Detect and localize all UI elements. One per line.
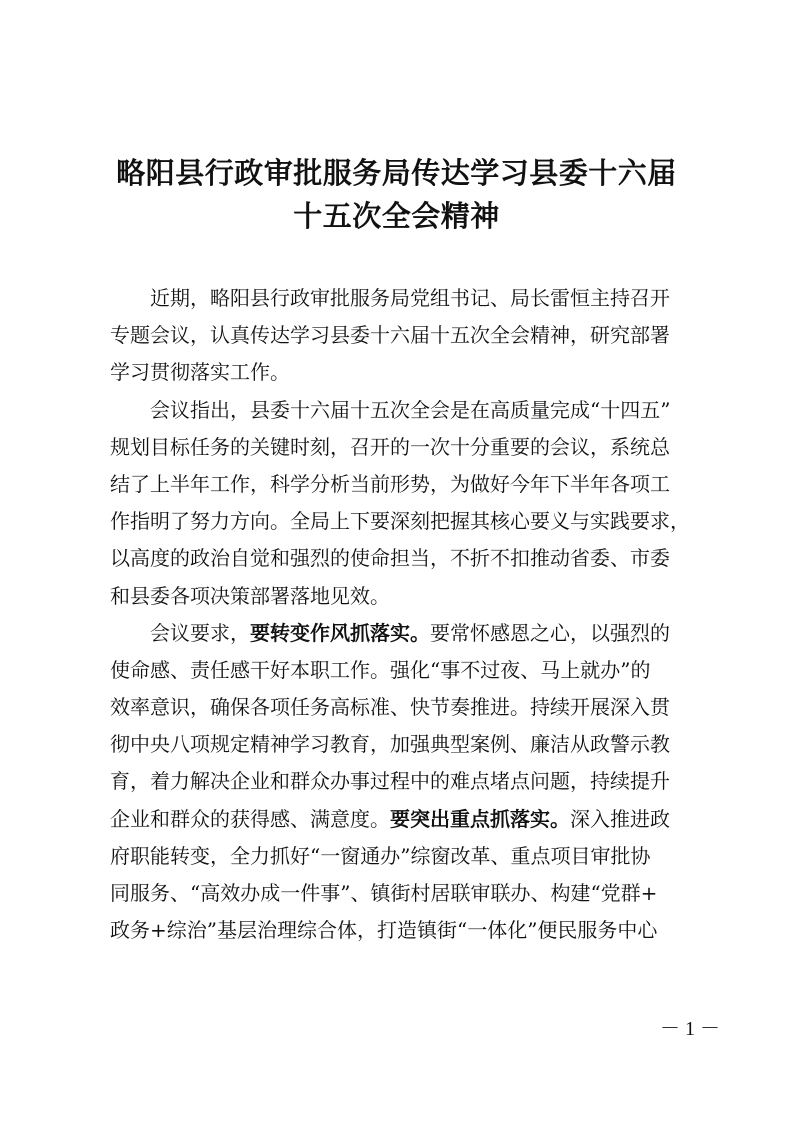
paragraph-3-line-9: 政务+综治”基层治理综合体，打造镇街“一体化”便民服务中心 bbox=[110, 918, 658, 943]
paragraph-1-line-1: 近期，略阳县行政审批服务局党组书记、局长雷恒主持召开 bbox=[150, 286, 670, 310]
paragraph-1-line-3: 学习贯彻落实工作。 bbox=[110, 360, 290, 385]
title-line-1: 略阳县行政审批服务局传达学习县委十六届 bbox=[116, 156, 677, 190]
paragraph-3-line-7: 府职能转变，全力抓好“一窗通办”综窗改革、重点项目审批协 bbox=[110, 843, 651, 868]
document-title bbox=[0, 152, 793, 238]
paragraph-2-line-2: 规划目标任务的关键时刻，召开的一次十分重要的会议，系统总 bbox=[110, 434, 670, 459]
paragraph-2-line-3: 结了上半年工作，科学分析当前形势，为做好今年下半年各项工 bbox=[110, 471, 670, 496]
paragraph-3-line-6 bbox=[110, 801, 710, 838]
paragraph-3-line-5: 育，着力解决企业和群众办事过程中的难点堵点问题，持续提升 bbox=[110, 769, 670, 794]
title-line-2: 十五次全会精神 bbox=[293, 199, 500, 233]
bold-heading-transform-style: 要转变作风抓落实。 bbox=[250, 620, 430, 645]
bold-heading-highlight-key-points: 要突出重点抓落实。 bbox=[390, 806, 570, 831]
paragraph-3-line-4: 彻中央八项规定精神学习教育，加强典型案例、廉洁从政警示教 bbox=[110, 732, 670, 757]
paragraph-3-line-1-pre: 会议要求， bbox=[150, 620, 250, 645]
paragraph-3-line-8: 同服务、“高效办成一件事”、镇街村居联审联办、构建“党群+ bbox=[110, 881, 658, 905]
document-body bbox=[110, 280, 710, 949]
paragraph-2-line-1: 会议指出，县委十六届十五次全会是在高质量完成“十四五” bbox=[150, 397, 671, 422]
paragraph-3-line-1 bbox=[110, 615, 710, 652]
paragraph-3-line-1-post: 要常怀感恩之心，以强烈的 bbox=[430, 620, 670, 645]
page-number: － 1 － bbox=[660, 1018, 720, 1040]
paragraph-2-line-4: 作指明了努力方向。全局上下要深刻把握其核心要义与实践要求， bbox=[110, 509, 690, 534]
paragraph-2-line-5: 以高度的政治自觉和强烈的使命担当，不折不扣推动省委、市委 bbox=[110, 546, 670, 571]
paragraph-1-line-2: 专题会议，认真传达学习县委十六届十五次全会精神，研究部署 bbox=[110, 323, 670, 348]
paragraph-3-line-2: 使命感、责任感干好本职工作。强化“事不过夜、马上就办”的 bbox=[110, 657, 651, 682]
paragraph-3-line-6-pre: 企业和群众的获得感、满意度。 bbox=[110, 806, 390, 831]
paragraph-3-line-6-post: 深入推进政 bbox=[570, 806, 670, 831]
paragraph-3-line-3: 效率意识，确保各项任务高标准、快节奏推进。持续开展深入贯 bbox=[110, 695, 670, 720]
paragraph-2-line-6: 和县委各项决策部署落地见效。 bbox=[110, 583, 390, 608]
